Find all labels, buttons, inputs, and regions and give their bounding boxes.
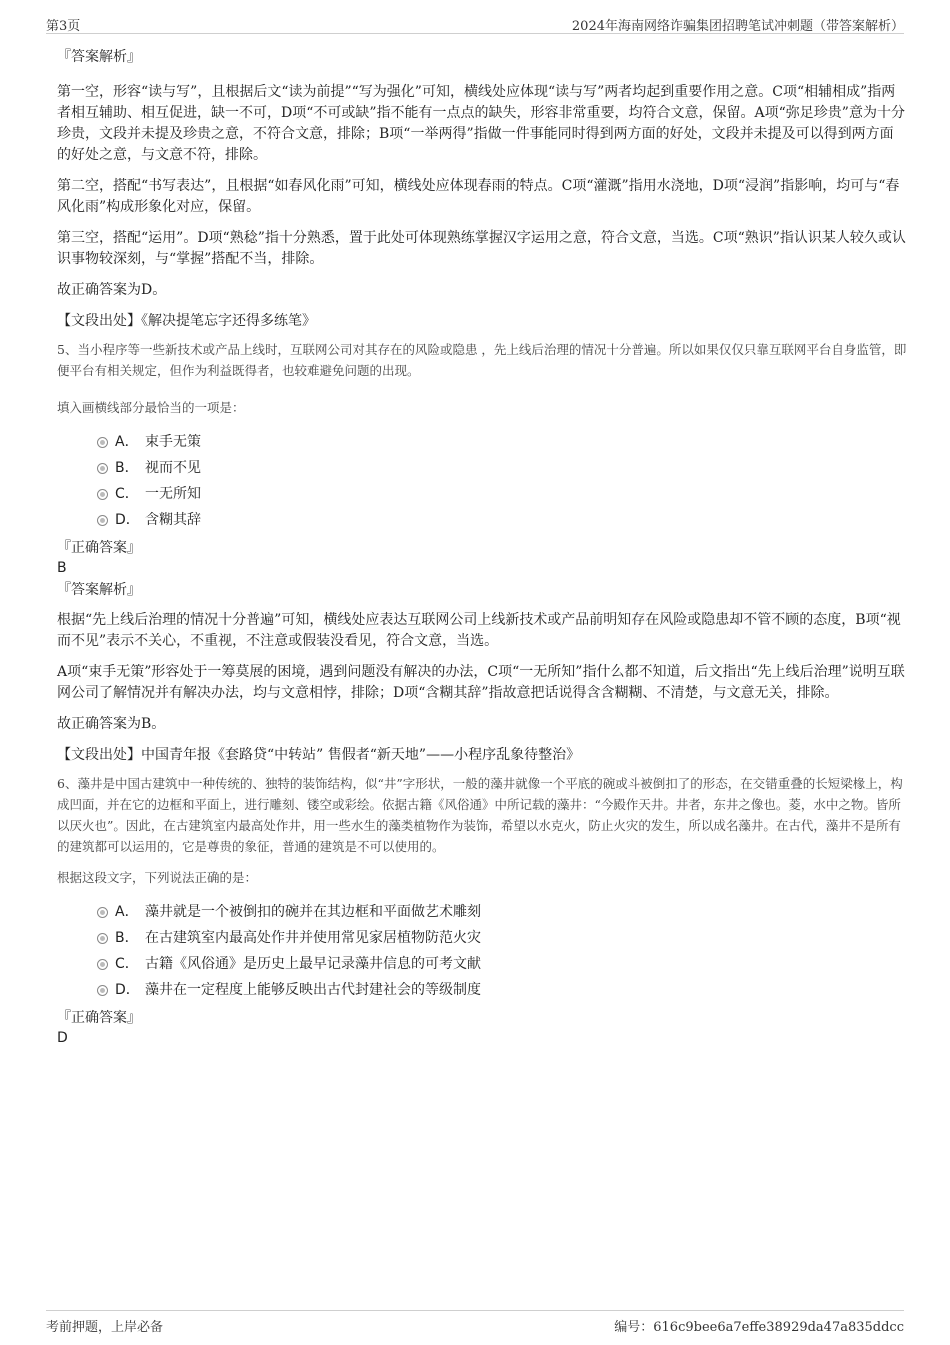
- q4-analysis-label: 『答案解析』: [57, 49, 141, 65]
- radio-icon[interactable]: [97, 985, 108, 996]
- q5-answer-label: 『正确答案』: [57, 540, 141, 556]
- q4-analysis-p2: 第二空，搭配“书写表达”，且根据“如春风化雨”可知，横线处应体现春雨的特点。C项“灌溉”指用水浇地，D项“浸润”指影响，均可与“春风化雨”构成形象化对应，保留。: [57, 178, 900, 215]
- q6-answer-label: 『正确答案』: [57, 1010, 141, 1026]
- q5-options: [97, 429, 907, 533]
- q5-analysis-p2: A项“束手无策”形容处于一筹莫展的困境，遇到问题没有解决的办法，C项“一无所知”指什么都不知道，后文指出“先上线后治理”说明互联网公司了解情况并有解决办法，均与文意相悖，排除；D项“含糊其辞”指故意把话说得含含糊糊、不清楚，与文意无关，排除。: [57, 664, 905, 701]
- q6-stem: 6、藻井是中国古建筑中一种传统的、独特的装饰结构，似“井”字形状，一般的藻井就像一个平底的碗或斗被倒扣了的形态，在交错重叠的长短梁椽上，构成凹面，并在它的边框和平面上，进行雕刻、镂空或彩绘。依据古籍《风俗通》中所记载的藻井：“今殿作天井。井者，东井之像也。菱，水中之物。皆所以厌火也”。因此，在古建筑室内最高处作井，用一些水生的藻类植物作为装饰，希望以水克火，防止火灾的发生，所以成名藻井。在古代，藻井不是所有的建筑都可以运用的，它是尊贵的象征，普通的建筑是不可以使用的。: [57, 776, 903, 854]
- q4-analysis-p1: 第一空，形容“读与写”，且根据后文“读为前提”“写为强化”可知，横线处应体现“读与写”两者均起到重要作用之意。C项“相辅相成”指两者相互辅助、相互促进，缺一不可，D项“不可或缺”指不能有一点点的缺失，形容非常重要，均符合文意，保留。A项“弥足珍贵”意为十分珍贵，文段并未提及珍贵之意，不符合文意，排除；B项“一举两得”指做一件事能同时得到两方面的好处，文段并未提及可以得到两方面的好处之意，与文意不符，排除。: [57, 84, 905, 163]
- q4-conclusion: 故正确答案为D。: [57, 282, 167, 298]
- document-id: 编号：616c9bee6a7effe38929da47a835ddcc: [614, 1320, 904, 1335]
- page-footer: [46, 1310, 904, 1333]
- page-content: [57, 47, 907, 1048]
- radio-icon[interactable]: [97, 437, 108, 448]
- q5-stem: 5、当小程序等一些新技术或产品上线时，互联网公司对其存在的风险或隐患 ，先上线后治理的情况十分普遍。所以如果仅仅只靠互联网平台自身监管，即便平台有相关规定，但作为利益既得者，也较难避免问题的出现。: [57, 342, 907, 378]
- q4-analysis-p3: 第三空，搭配“运用”。D项“熟稔”指十分熟悉，置于此处可体现熟练掌握汉字运用之意，符合文意，当选。C项“熟识”指认识某人较久或认识事物较深刻，与“掌握”搭配不当，排除。: [57, 230, 906, 267]
- q5-option-c[interactable]: C． 一无所知: [97, 481, 907, 507]
- radio-icon[interactable]: [97, 515, 108, 526]
- radio-icon[interactable]: [97, 959, 108, 970]
- q6-option-a[interactable]: A． 藻井就是一个被倒扣的碗并在其边框和平面做艺术雕刻: [97, 899, 907, 925]
- radio-icon[interactable]: [97, 463, 108, 474]
- q5-option-a[interactable]: A． 束手无策: [97, 429, 907, 455]
- q5-analysis-label: 『答案解析』: [57, 582, 141, 598]
- q5-answer: B: [57, 560, 67, 576]
- q5-analysis-p1: 根据“先上线后治理的情况十分普遍”可知，横线处应表达互联网公司上线新技术或产品前明知存在风险或隐患却不管不顾的态度，B项“视而不见”表示不关心，不重视，不注意或假装没看见，符合文意，当选。: [57, 612, 901, 649]
- q6-option-d[interactable]: D． 藻井在一定程度上能够反映出古代封建社会的等级制度: [97, 977, 907, 1003]
- q6-prompt: 根据这段文字，下列说法正确的是：: [57, 870, 258, 885]
- q6-options: [97, 899, 907, 1003]
- q5-option-d[interactable]: D． 含糊其辞: [97, 507, 907, 533]
- radio-icon[interactable]: [97, 933, 108, 944]
- q6-option-c[interactable]: C． 古籍《风俗通》是历史上最早记录藻井信息的可考文献: [97, 951, 907, 977]
- page-header: [46, 13, 904, 34]
- radio-icon[interactable]: [97, 907, 108, 918]
- q4-source: 【文段出处】《解决提笔忘字还得多练笔》: [57, 313, 316, 329]
- radio-icon[interactable]: [97, 489, 108, 500]
- q5-prompt: 填入画横线部分最恰当的一项是：: [57, 400, 245, 415]
- page-number: 第3页: [46, 19, 81, 34]
- q5-conclusion: 故正确答案为B。: [57, 716, 166, 732]
- footer-slogan: 考前押题，上岸必备: [46, 1320, 164, 1335]
- q5-option-b[interactable]: B． 视而不见: [97, 455, 907, 481]
- q5-source: 【文段出处】中国青年报《套路贷“中转站” 售假者“新天地”——小程序乱象待整治》: [57, 747, 581, 763]
- q6-option-b[interactable]: B． 在古建筑室内最高处作井并使用常见家居植物防范火灾: [97, 925, 907, 951]
- q6-answer: D: [57, 1030, 68, 1046]
- document-title: 2024年海南网络诈骗集团招聘笔试冲刺题（带答案解析）: [571, 19, 904, 34]
